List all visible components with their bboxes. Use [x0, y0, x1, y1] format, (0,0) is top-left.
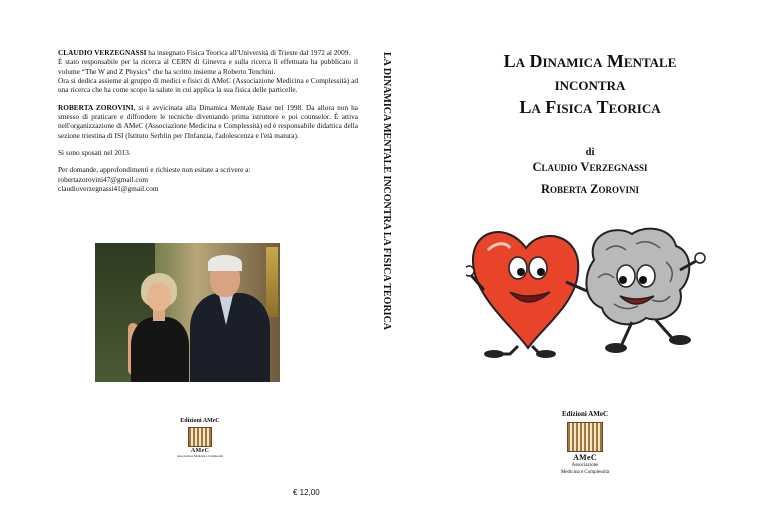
- title-line-3: La Fisica Teorica: [519, 97, 661, 118]
- woman-body: [131, 317, 189, 382]
- brain-character: [586, 229, 705, 353]
- bio-claudio-name: CLAUDIO VERZEGNASSI: [58, 48, 147, 57]
- contact-intro: Per domande, approfondimenti e richieste non esitate a scrivere a:: [58, 165, 251, 175]
- logo-sub-back: Associazione Medicina e Complessità: [177, 454, 223, 458]
- bio-claudio-amec: Ora si dedica assieme al gruppo di medici e fisici di AMeC (Associazione Medicina e Complessità) ad una ricerca che ha come scopo la salute in cui applica la sua fisica delle particelle.: [58, 75, 358, 95]
- book-title: [440, 50, 740, 119]
- publisher-front: [550, 410, 620, 475]
- publisher-name-back: Edizioni AMeC: [180, 418, 220, 424]
- authors-photo: [95, 243, 280, 382]
- bio-roberta-text: , si è avvicinata alla Dinamica Mentale Base nel 1998. Da allora non ha smesso di praticare e diffondere le tecniche diventando prima istruttore e poi counselor. È attiva nell'organizzazione di AMeC (Associazione Medicina e Complessità) ed è responsabile didattica della sezione triestina di ISI (Istituto Serblin per l'Infanzia, l'adolescenza e l'età matura).: [58, 102, 358, 140]
- contact-block: [58, 165, 358, 193]
- title-line-2: incontra: [554, 74, 626, 95]
- title-line-1: La Dinamica Mentale: [503, 51, 677, 71]
- spine-title: LA DINAMICA MENTALE INCONTRA LA FISICA TEORICA: [381, 52, 392, 331]
- author-roberta: Roberta Zorovini: [540, 182, 640, 196]
- photo-picture-frame: [266, 247, 278, 317]
- logo-text-front: AMeC: [573, 453, 597, 462]
- bio-roberta: [58, 103, 358, 140]
- heart-brain-illustration: [466, 220, 706, 360]
- author-claudio: Claudio Verzegnassi: [532, 160, 648, 174]
- logo-sub2-front: Medicina e Complessità: [560, 469, 610, 475]
- publisher-name-front: Edizioni AMeC: [561, 410, 609, 418]
- bio-claudio-text: ha insegnato Fisica Teorica all'Università di Trieste dal 1972 al 2009.: [146, 48, 351, 57]
- publisher-back: [170, 418, 230, 458]
- logo-text-back: AMeC: [190, 448, 210, 454]
- email-roberta: robertazorovini47@gmail.com: [58, 174, 148, 184]
- price: € 12,00: [293, 488, 320, 497]
- email-claudio: claudioverzegnassi41@gmail.com: [58, 183, 159, 193]
- bio-claudio: [58, 48, 358, 95]
- man-hair: [208, 255, 242, 271]
- bio-claudio-cern: È stato responsabile per la ricerca al CERN di Ginevra e sulla ricerca lì effettuata ha pubblicato il volume “The W and Z Physics” che ha scritto insieme a Roberto Tenchini.: [58, 57, 358, 76]
- amec-logo-icon: [188, 427, 212, 447]
- married-note: Si sono sposati nel 2013.: [58, 147, 131, 157]
- woman-face: [147, 283, 171, 311]
- heart-character: [466, 232, 602, 358]
- logo-sub1-front: Associazione: [571, 463, 599, 468]
- bio-roberta-name: ROBERTA ZOROVINI: [58, 102, 134, 112]
- amec-logo-front-icon: [567, 422, 603, 452]
- back-cover-text: [58, 48, 358, 201]
- by-label: di: [585, 147, 595, 158]
